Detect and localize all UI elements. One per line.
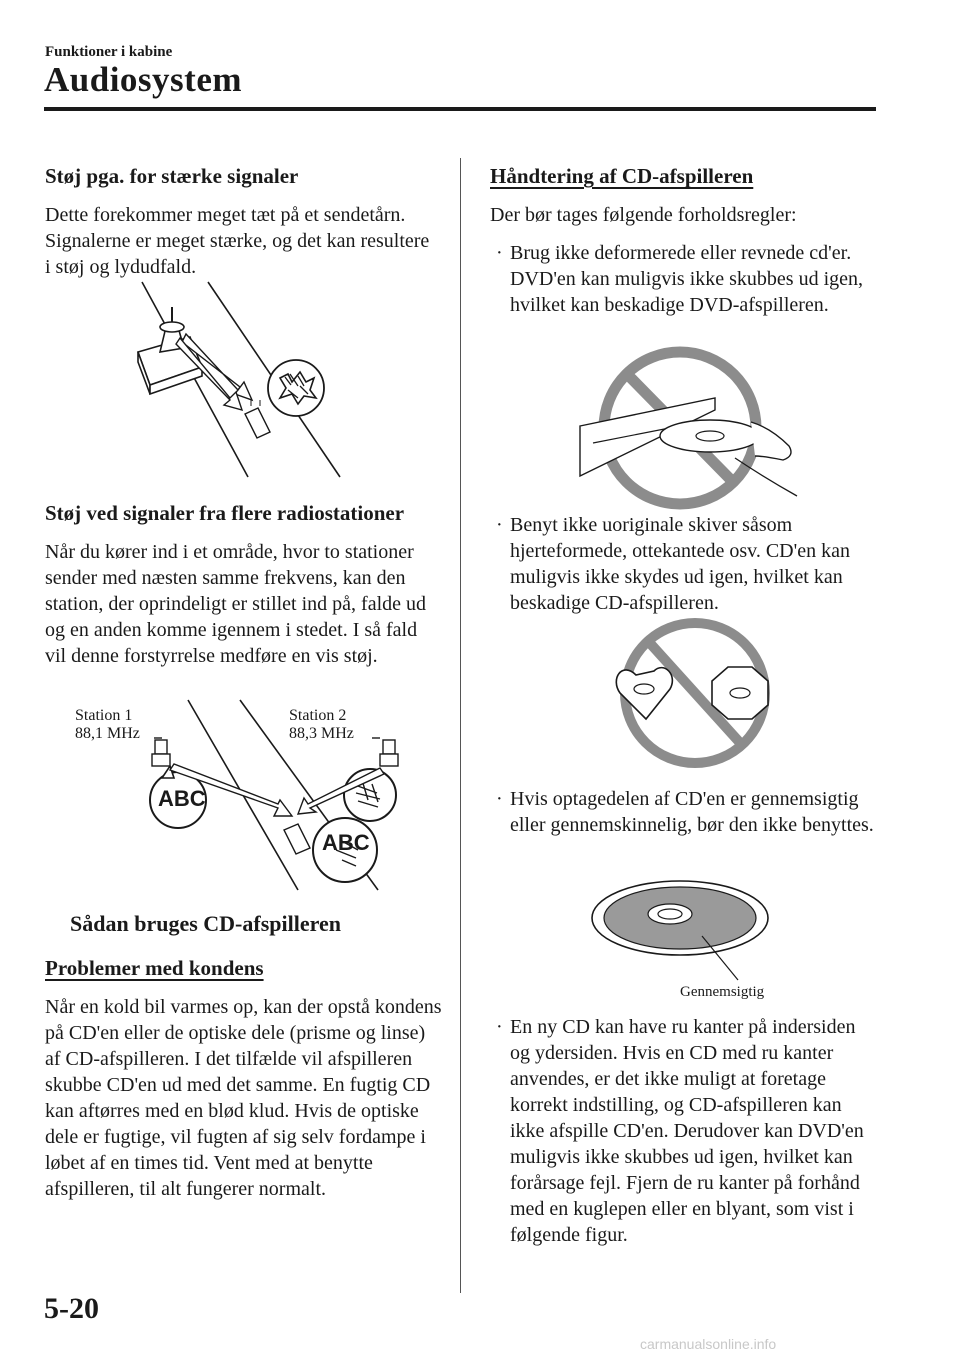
car-icon bbox=[284, 824, 310, 854]
mixed-bubble-text: ABC bbox=[322, 830, 370, 855]
bullet-text: Brug ikke deformerede eller revnede cd'er. DVD'en kan muligvis ikke skubbes ud igen, hvilket kan beskadige DVD-afspilleren. bbox=[510, 242, 864, 316]
multi-station-illustration bbox=[140, 700, 420, 900]
cd-usage-heading: Sådan bruges CD-afspilleren bbox=[70, 911, 341, 936]
noise-burst-icon bbox=[268, 360, 324, 416]
multi-station-text: Når du kører ind i et område, hvor to stationer sender med næsten samme frekvens, kan den station, der oprindeligt er stillet ind på, falde ud og en anden komme igennem i stedet. I så fald vil denne forstyrrelse medføre en vis støj. bbox=[45, 541, 427, 667]
station2-tower-icon bbox=[380, 740, 398, 766]
strong-signal-text: Dette forekommer meget tæt på et sendetårn. Signalerne er meget stærke, og det kan resultere i støj og lydudfald. bbox=[45, 204, 430, 278]
chapter-title: Audiosystem bbox=[44, 60, 243, 99]
station1-frequency: 88,1 MHz bbox=[75, 725, 140, 742]
station1-name: Station 1 bbox=[75, 707, 133, 724]
column-divider bbox=[460, 158, 461, 1293]
bullet-text: Hvis optagedelen af CD'en er gennemsigtig eller gennemskinnelig, bør den ikke benyttes. bbox=[510, 788, 874, 836]
section-label: Funktioner i kabine bbox=[45, 44, 173, 60]
header-rule bbox=[44, 107, 876, 111]
bullet-rough-edges bbox=[496, 1014, 880, 1248]
transparent-label: Gennemsigtig bbox=[680, 984, 765, 1000]
station1-bubble-text: ABC bbox=[158, 786, 206, 811]
watermark: carmanualsonline.info bbox=[640, 1336, 777, 1352]
transparent-disc-illustration bbox=[590, 876, 780, 986]
bullet-transparent-discs bbox=[496, 786, 880, 838]
page-number: 5-20 bbox=[44, 1292, 99, 1325]
octagon-disc-icon bbox=[712, 667, 768, 719]
bullet-dot: · bbox=[496, 514, 503, 536]
bullet-text: En ny CD kan have ru kanter på indersiden og ydersiden. Hvis en CD med ru kanter anvendes, er det ikke muligt at foretage korrekt indstilling, og CD-afspilleren kan ikke afspille CD'en. Derudover kan DVD'en muligvis ikke skubbes ud igen, hvilket kan forårsage fejl. Fjern de ru kanter på forhånd med en kuglepen eller en blyant, som vist i følgende figur. bbox=[510, 1016, 864, 1246]
bullet-dot: · bbox=[496, 1016, 503, 1038]
strong-signal-illustration bbox=[130, 282, 350, 482]
bullet-dot: · bbox=[496, 242, 503, 264]
cd-handling-intro: Der bør tages følgende forholdsregler: bbox=[490, 204, 797, 226]
bullet-dot: · bbox=[496, 788, 503, 810]
condensation-heading: Problemer med kondens bbox=[45, 956, 264, 980]
bullet-deformed-discs bbox=[496, 240, 880, 318]
station2-name: Station 2 bbox=[289, 707, 347, 724]
multi-station-heading: Støj ved signaler fra flere radiostationer bbox=[45, 501, 405, 525]
station2-frequency: 88,3 MHz bbox=[289, 725, 354, 742]
strong-signal-heading: Støj pga. for stærke signaler bbox=[45, 164, 299, 188]
station1-tower-icon bbox=[152, 740, 170, 766]
condensation-text: Når en kold bil varmes op, kan der opstå kondens på CD'en eller de optiske dele (prisme og linse) af CD-afspilleren. I det tilfælde vil afspilleren skubbe CD'en ud med det samme. En fugtig CD kan aftørres med en blød klud. Hvis de optiske dele er fugtige, vil fugten af sig selv fordampe i løbet af en times tid. Vent med at benytte afspilleren, til alt fungerer normalt. bbox=[45, 996, 442, 1200]
cd-handling-heading: Håndtering af CD-afspilleren bbox=[490, 164, 754, 188]
deformed-disc-prohibition-illustration bbox=[575, 348, 805, 508]
bullet-text: Benyt ikke uoriginale skiver såsom hjerteformede, ottekantede osv. CD'en kan muligvis ikke skydes ud igen, hvilket kan beskadige CD-afspilleren. bbox=[510, 514, 850, 614]
bullet-nonstandard-discs bbox=[496, 512, 880, 616]
shaped-disc-prohibition-illustration bbox=[604, 617, 786, 769]
car-icon bbox=[245, 400, 270, 438]
